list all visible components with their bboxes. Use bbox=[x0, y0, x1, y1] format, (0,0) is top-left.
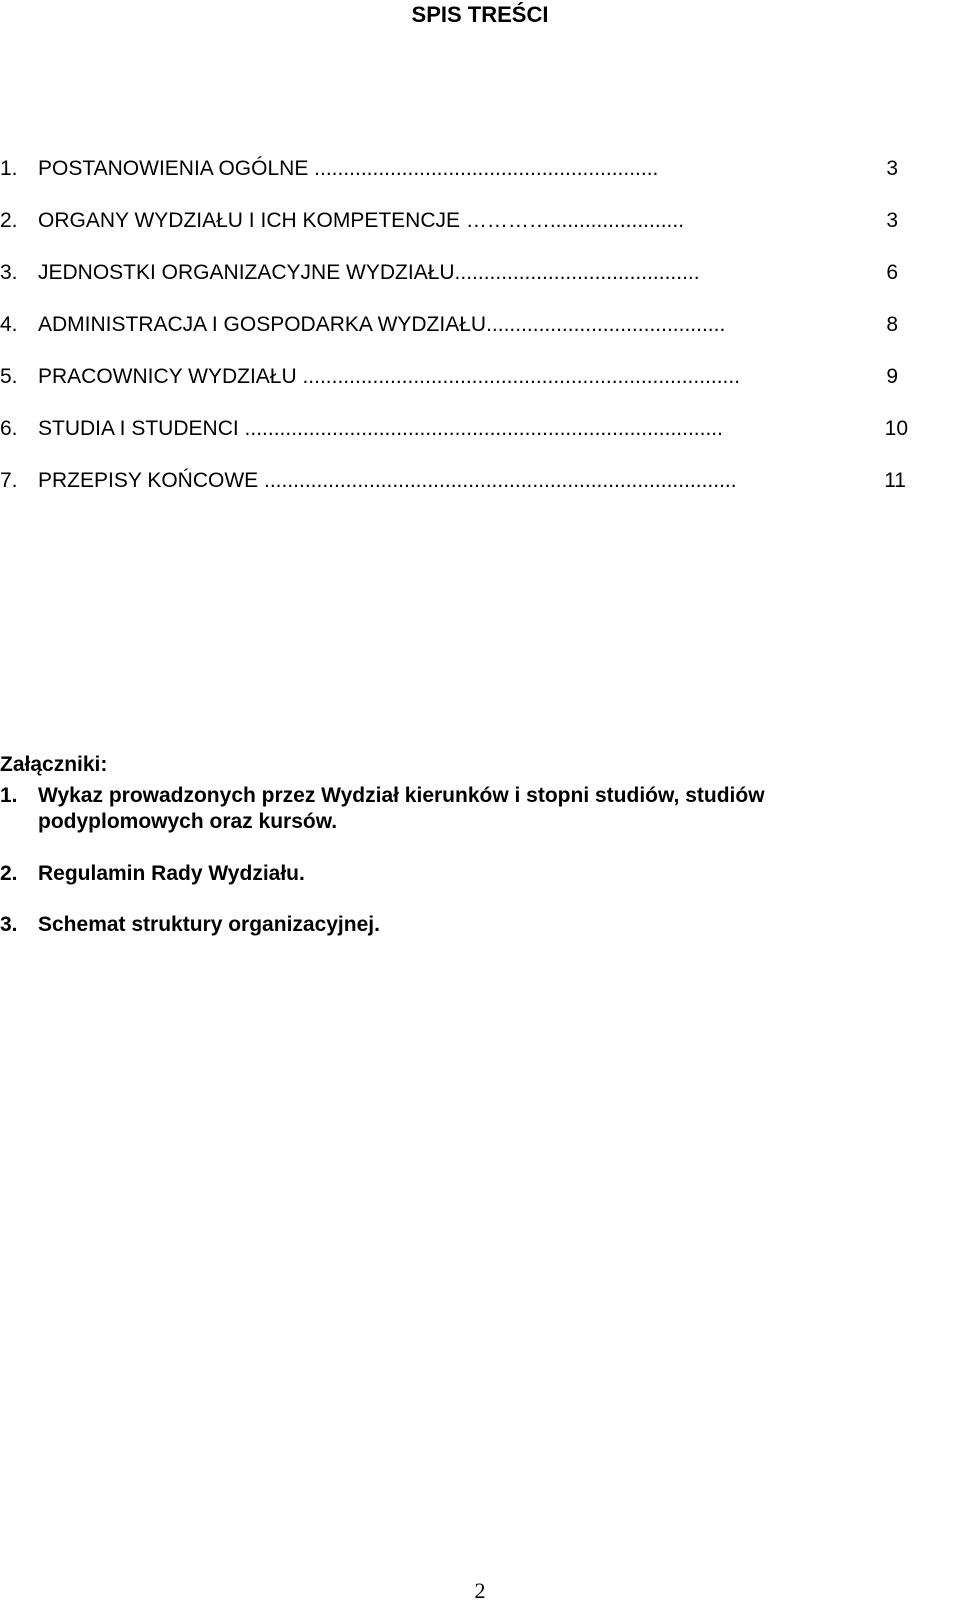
attachment-number: 3. bbox=[0, 913, 18, 936]
attachment-item bbox=[0, 912, 960, 938]
toc-entry-title: JEDNOSTKI ORGANIZACYJNE WYDZIAŁU.......................................... bbox=[38, 261, 700, 284]
page-title: SPIS TREŚCI bbox=[411, 2, 549, 27]
toc-entry-page: 11 bbox=[884, 469, 906, 492]
toc-entry bbox=[0, 468, 960, 494]
attachment-text: Wykaz prowadzonych przez Wydział kierunków i stopni studiów, studiów bbox=[38, 784, 765, 807]
toc-entry-page: 3 bbox=[886, 209, 898, 232]
toc-entry-number: 4. bbox=[0, 313, 18, 336]
attachment-text: Schemat struktury organizacyjnej. bbox=[38, 913, 380, 936]
toc-entry-page: 10 bbox=[884, 417, 908, 440]
toc-entry bbox=[0, 208, 960, 234]
toc-entry-number: 1. bbox=[0, 157, 18, 180]
toc-entry-title: POSTANOWIENIA OGÓLNE ........................................................... bbox=[38, 157, 659, 180]
toc-entry-title: PRACOWNICY WYDZIAŁU ........................................................................... bbox=[38, 365, 741, 388]
toc-entry-number: 5. bbox=[0, 365, 18, 388]
toc-entry-title: ORGANY WYDZIAŁU I ICH KOMPETENCJE …………....................... bbox=[38, 209, 685, 232]
toc-entry bbox=[0, 156, 960, 182]
toc-entry bbox=[0, 416, 960, 442]
attachment-number: 1. bbox=[0, 784, 18, 807]
toc-entry-page: 9 bbox=[886, 365, 898, 388]
toc-entry bbox=[0, 260, 960, 286]
attachment-text-continued: podyplomowych oraz kursów. bbox=[38, 810, 338, 833]
attachments-heading: Załączniki: bbox=[0, 753, 108, 776]
toc-entry-number: 6. bbox=[0, 417, 18, 440]
toc-entry-title: ADMINISTRACJA I GOSPODARKA WYDZIAŁU......................................... bbox=[38, 313, 726, 336]
toc-entry-page: 8 bbox=[886, 313, 898, 336]
toc-entry-title: STUDIA I STUDENCI .................................................................................. bbox=[38, 417, 723, 440]
toc-entry-page: 3 bbox=[886, 157, 898, 180]
toc-entry bbox=[0, 364, 960, 390]
attachment-number: 2. bbox=[0, 862, 18, 885]
attachment-text: Regulamin Rady Wydziału. bbox=[38, 862, 305, 885]
toc-entry-number: 3. bbox=[0, 261, 18, 284]
page-number: 2 bbox=[474, 1578, 486, 1603]
attachment-item bbox=[0, 783, 960, 837]
toc-entry bbox=[0, 312, 960, 338]
toc-entry-number: 7. bbox=[0, 469, 18, 492]
toc-entry-page: 6 bbox=[886, 261, 898, 284]
toc-entry-number: 2. bbox=[0, 209, 18, 232]
toc-entry-title: PRZEPISY KOŃCOWE ................................................................................. bbox=[38, 469, 737, 492]
attachment-item bbox=[0, 861, 960, 887]
